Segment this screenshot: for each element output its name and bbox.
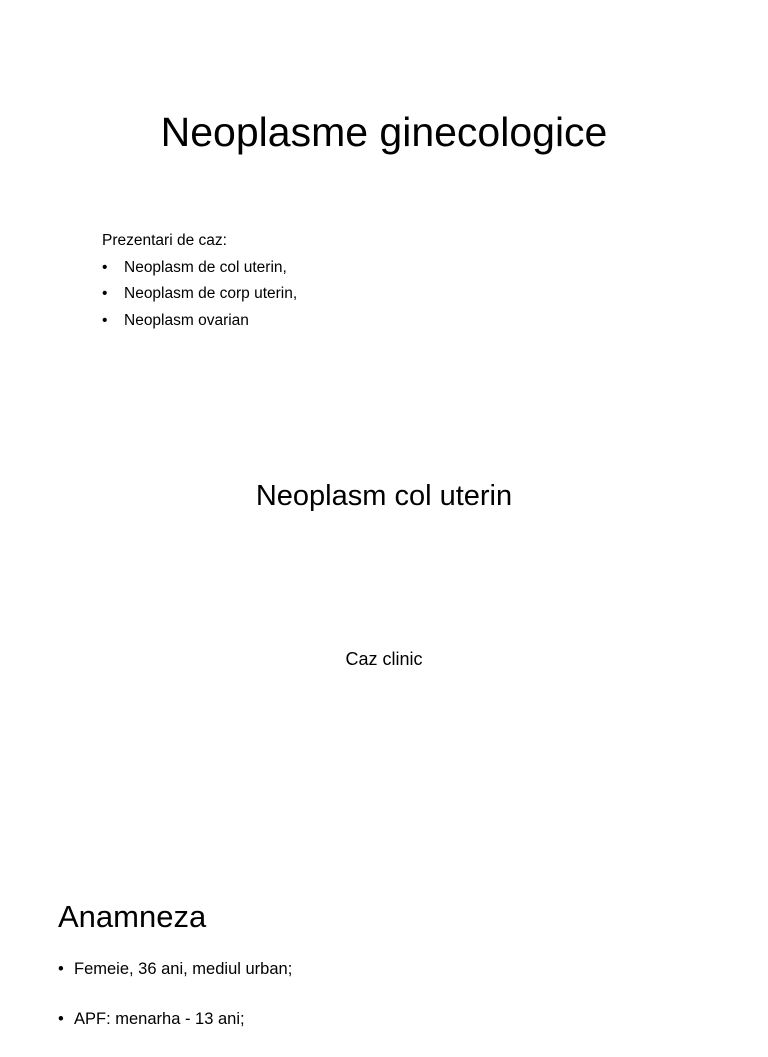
slide-section <box>0 384 768 864</box>
list-item-text: Neoplasm de col uterin, <box>124 258 287 276</box>
section-title: Neoplasm col uterin <box>255 480 513 512</box>
bullet-icon: • <box>58 960 64 978</box>
list-item <box>102 281 297 308</box>
bullet-icon: • <box>102 258 108 276</box>
case-presentations-label: Prezentari de caz: <box>102 232 227 249</box>
case-presentations-list <box>102 255 297 335</box>
list-item-text: Neoplasm ovarian <box>124 311 249 329</box>
bullet-icon: • <box>102 311 108 329</box>
section-subtitle: Caz clinic <box>345 649 423 669</box>
presentation-title: Neoplasme ginecologice <box>160 109 608 155</box>
list-item <box>102 255 297 282</box>
list-item <box>58 1007 292 1031</box>
anamnesis-list <box>58 957 292 1057</box>
list-item <box>58 957 292 981</box>
list-item-text: Neoplasm de corp uterin, <box>124 285 298 302</box>
bullet-icon: • <box>58 1010 64 1028</box>
list-item-text: Femeie, 36 ani, mediul urban; <box>74 960 293 978</box>
case-presentations-block <box>102 228 297 334</box>
anamnesis-title: Anamneza <box>58 899 207 934</box>
list-item-text: APF: menarha - 13 ani; <box>74 1010 245 1028</box>
list-item <box>102 308 297 335</box>
bullet-icon: • <box>102 285 108 302</box>
slide-title <box>0 0 768 384</box>
slide-anamnesis <box>0 864 768 1028</box>
